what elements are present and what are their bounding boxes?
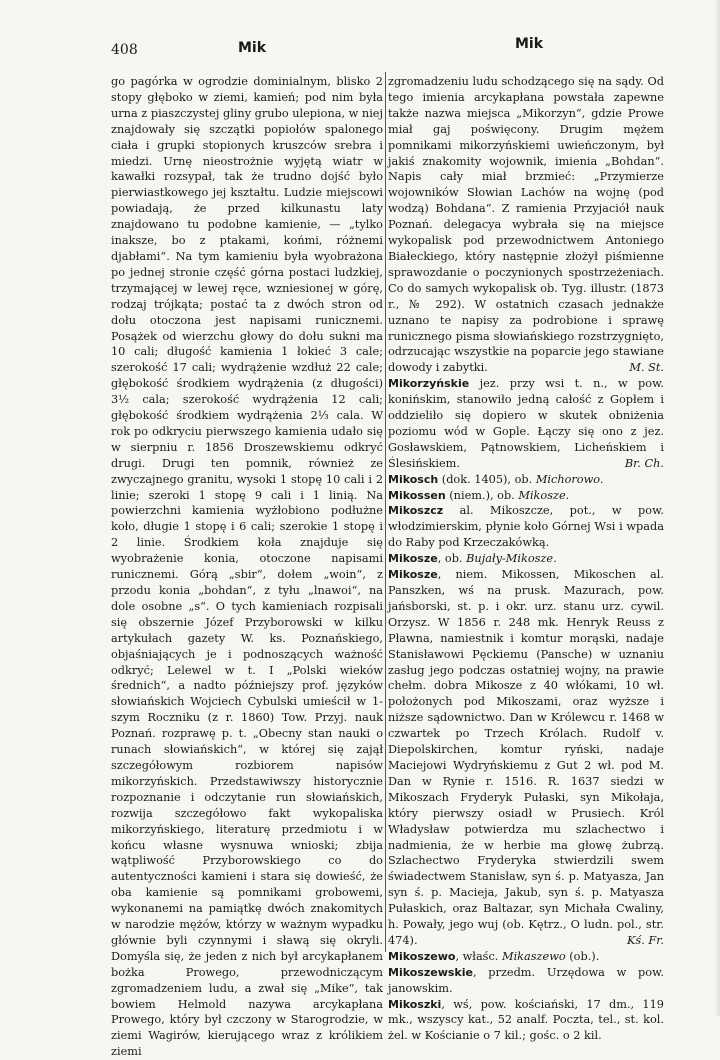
entry-text: , wś, pow. kościański, 17 dm., 119 mk., wszyscy kat., 52 analf. Poczta, tel., st. kol. żel. w Kościanie o 7 kil.; gośc. o 2 kil. — [388, 997, 664, 1043]
entry-headword: Mikosze — [388, 552, 438, 566]
entry-text: , ob. — [437, 552, 467, 566]
running-head-right: Mik — [515, 36, 544, 52]
dictionary-entry — [388, 376, 664, 471]
dictionary-entry — [388, 74, 664, 376]
entry-headword: Mikoszewskie — [388, 965, 473, 979]
entry-crossref: Mikaszewo — [502, 949, 566, 963]
entry-text: (niem.), ob. — [445, 488, 519, 502]
entry-text: (dok. 1405), ob. — [438, 472, 536, 486]
page-number: 408 — [111, 42, 138, 58]
entry-text: , niem. Mikossen, Mikoschen al. Panszken, wś na prusk. Mazurach, pow. jańsborski, st. p. i okr. urz. stanu urz. cywil. Orzysz. W 1856 r. 248 mk. Henryk Reuss z Pławna, namiestnik i komtur morąski, nadaje Stanisławowi Pęckiemu (Pansche) w uznaniu zasług jego podczas ostatniej wojny, na prawie chełm. dobra Mikosze z 40 włókami, 10 wł. położonych pod Mikoszami, oraz wyższe i niższe sądownictwo. Dan w Królewcu r. 1468 w czwartek po Trzech Królach. Rudolf v. Diepolskirchen, komtur ryński, nadaje Maciejowi Wydryńskiemu z Gut 2 wł. pod M. Dan w Rynie r. 1516. R. 1637 siedzi w Mikoszach Fryderyk Pułaski, syn Mikołaja, który pierwszy osiadł w Prusiech. Król Władysław potwierdza mu szlachectwo i nadmienia, że w herbie ma głowę żubrzą. Szlachectwo Fryderyka stwierdzili swem świadectwem Stanisław, syn ś. p. Matyasza, Jan syn ś. p. Macieja, Jakub, syn ś. p. Matyasza Pułaskich, oraz Baltazar, syn Michała Cwaliny, h. Powały, jego wuj (ob. Kętrz., O ludn. pol., str. 474). — [388, 568, 664, 947]
column-divider — [385, 72, 386, 952]
dictionary-entry — [388, 949, 664, 965]
entry-text: al. Mikoszcze, pot., w pow. włodzimierskim, płynie koło Górnej Wsi i wpada do Raby pod Krzeczakówką. — [388, 504, 664, 550]
entry-signature: M. St. — [629, 361, 664, 375]
entry-signature: Kś. Fr. — [626, 933, 664, 947]
entry-crossref: Michorowo. — [535, 472, 604, 486]
entry-crossref: Mikosze. — [518, 488, 570, 502]
entry-headword: Mikoszcz — [388, 504, 444, 518]
entry-headword: Mikoszki — [388, 997, 442, 1011]
dictionary-entry — [388, 965, 664, 997]
dictionary-entry — [388, 997, 664, 1045]
dictionary-entry — [388, 472, 664, 488]
dictionary-entry — [388, 551, 664, 567]
entry-text: zgromadzeniu ludu schodzącego się na sądy. Od tego imienia arcykapłana powstała zapewne także nazwa miejsca „Mikorzyn“, gdzie Prowe miał gaj poświęcony. Drugim mężem pomnikami mikorzyńskiemi uwieńczonym, był jakiś znakomity wojownik, imienia „Bohdan“. Napis cały miał brzmieć: „Przymierze wojowników Słowian Lachów na wojnę (pod wodzą) Bohdana“. Z ramienia Przyjaciół nauk Poznań. delegacya wybrała się na miejsce wykopalisk pod przewodnictwem Antoniego Białeckiego, który następnie złożył piśmienne sprawozdanie o poczynionych spostrzeżeniach. Co do samych wykopalisk ob. Tyg. illustr. (1873 r., № 292). W ostatnich czasach jednakże uznano te napisy za podrobione i sprawę runicznego pisma słowiańskiego rozstrzygnięto, odrzucając wszystkie na poparcie jego stawiane dowody i zabytki. — [388, 75, 664, 375]
entry-crossref: Bujały-Mikosze. — [466, 552, 557, 566]
dictionary-entry — [388, 488, 664, 504]
left-column-text: go pagórka w ogrodzie dominialnym, blisko 2 stopy głęboko w ziemi, kamień; pod nim była urna z piaszczystej gliny grubo ulepiona, w niej znajdowały się szczątki popiołów spalonego ciała i grupki stopionych kruszców srebra i miedzi. Urnę nieostrożnie wyjętą wiatr w kawałki rozsypał, tak że trudno dojść było pierwiastkowego jej kształtu. Ludzie miejscowi powiadają, że przed kilkunastu laty znajdowano tu podobne kamienie, — „tylko inaksze, bo z ptakami, końmi, różnemi djabłami“. Na tym kamieniu była wyobrażona po jednej stronie część górna postaci ludzkiej, trzymającej w lewej ręce, wzniesionej w górę, rodzaj trójkąta; postać ta z dwóch stron od dołu otoczona jest napisami runicznemi. Posążek od wierzchu głowy do dołu sukni ma 10 cali; długość kamienia 1 łokieć 3 cale; szerokość 17 cali; wydrążenie wzdłuż 22 cale; głębokość środkiem wydrążenia (z długości) 3½ cala; szerokość wydrążenia 12 cali; głębokość środkiem wydrążenia 2⅓ cala. W rok po odkryciu pierwszego kamienia udało się w sierpniu r. 1856 Droszewskiemu odkryć drugi. Drugi ten pomnik, również ze zwyczajnego granitu, wysoki 1 stopę 10 cali i 2 linie; szeroki 1 stopę 9 cali i 1 linią. Na powierzchni kamienia wyżłobiono podłużne koło, długie 1 stopę i 6 cali; szerokie 1 stopę i 2 linie. Środkiem koła znajduje się wyobrażenie konia, otoczone napisami runicznemi. Górą „sbir“, dołem „woin“, z przodu konia „bohdan“, z tyłu „lnawoi“, na dole osobne „s“. O tych kamieniach rozpisali się obszernie Józef Przyborowski w kilku artykułach gazety W. ks. Poznańskiego, objaśniających je i podnoszących ważność odkryć; Lelewel w t. I „Polski wieków średnich“, a nadto późniejszy prof. języków słowiańskich Wojciech Cybulski umieścił w 1-szym Roczniku (z r. 1860) Tow. Przyj. nauk Poznań. rozprawę p. t. „Obecny stan nauki o runach słowiańskich“, w której się zajął szczegółowym rozbiorem napisów mikorzyńskich. Przedstawiwszy historycznie rozpoznanie i odczytanie run słowiańskich, rozwija szczegółowo fakt wykopaliska mikorzyńskiego, literaturę przedmiotu i w końcu własne wysnuwa wnioski; zbija wątpliwość Przyborowskiego co do autentyczności kamieni i stara się dowieść, że oba kamienie są pomnikami grobowemi, wykonanemi na pamiątkę dwóch znakomitych w narodzie mężów, którzy w ważnym wypadku głównie byli czynnymi i sławą się okryli. Domyśla się, że jeden z nich był arcykapłanem bożka Prowego, przewodniczącym zgromadzeniem ludu, a zwał się „Mike“, tak bowiem Helmold nazywa arcykapłana Prowego, który był czczony w Starogrodzie, w ziemi Wagirów, kierującego wraz z królikiem ziemi — [111, 75, 383, 1059]
dictionary-entry — [388, 503, 664, 551]
running-head-left: Mik — [238, 40, 267, 56]
entry-headword: Mikosch — [388, 472, 439, 486]
dictionary-entry — [388, 567, 664, 949]
scan-edge-shadow — [714, 0, 720, 1016]
entry-text: , przedm. Urzędowa w pow. janowskim. — [388, 965, 664, 995]
left-column — [111, 74, 383, 1059]
entry-headword: Mikorzyńskie — [388, 377, 470, 391]
entry-text: , właśc. — [455, 949, 502, 963]
entry-headword: Mikoszewo — [388, 949, 456, 963]
entry-headword: Mikosze — [388, 568, 438, 582]
entry-signature: Br. Ch. — [624, 456, 664, 470]
right-column — [388, 74, 664, 1043]
entry-text-after: (ob.). — [565, 949, 600, 963]
entry-headword: Mikossen — [388, 488, 446, 502]
entry-text: jez. przy wsi t. n., w pow. konińskim, stanowiło jedną całość z Gopłem i oddzieliło się dopiero w skutek obniżenia poziomu wód w Gople. Łączy się ono z jez. Gosławskiem, Pątnowskiem, Licheńskiem i Ślesińskiem. — [388, 377, 664, 470]
